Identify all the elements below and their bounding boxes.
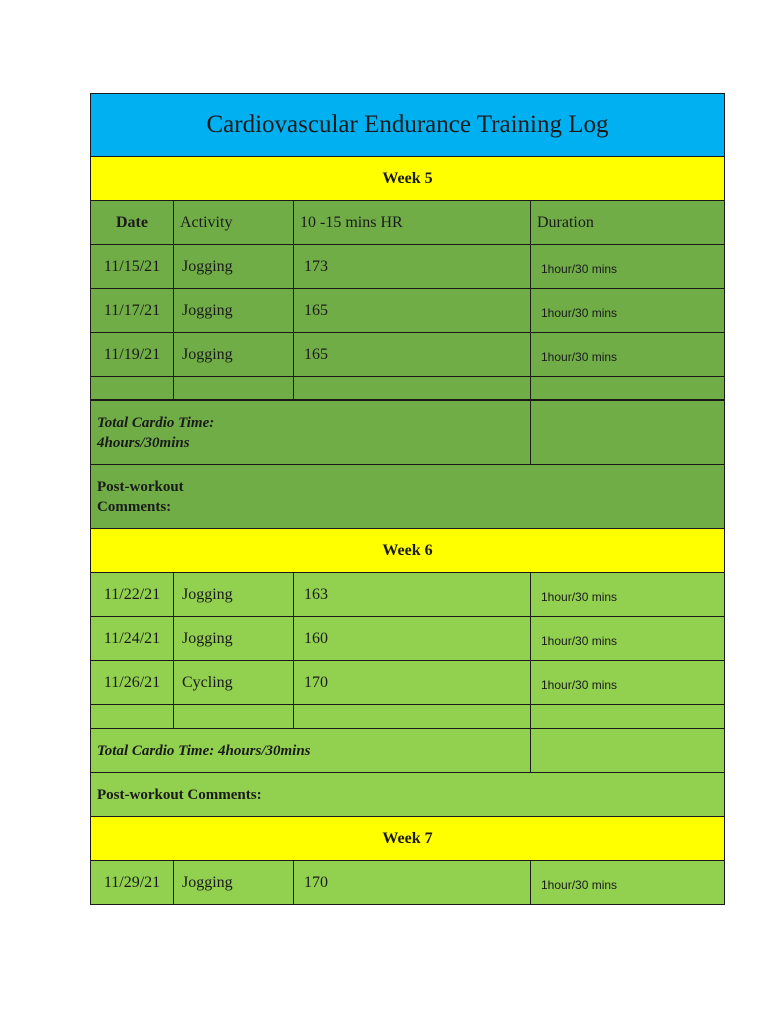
hr-cell: 170	[294, 661, 531, 704]
post-workout-comments	[91, 773, 724, 816]
hr-cell: 165	[294, 289, 531, 332]
total-cardio-text: Total Cardio Time: 4hours/30mins	[97, 742, 311, 759]
table-row	[91, 573, 724, 617]
date-cell: 11/26/21	[91, 661, 174, 704]
log-title: Cardiovascular Endurance Training Log	[91, 94, 724, 157]
total-cardio-text: Total Cardio Time: 4hours/30mins	[97, 414, 215, 451]
total-row	[91, 729, 724, 773]
table-row	[91, 661, 724, 705]
hr-cell: 165	[294, 333, 531, 376]
empty-cell	[294, 377, 531, 399]
header-activity: Activity	[174, 201, 294, 244]
date-cell: 11/29/21	[91, 861, 174, 904]
duration-cell: 1hour/30 mins	[541, 877, 618, 892]
activity-cell: Jogging	[174, 289, 294, 332]
activity-cell: Jogging	[174, 573, 294, 616]
empty-row	[91, 377, 724, 401]
empty-cell	[174, 377, 294, 399]
date-cell: 11/17/21	[91, 289, 174, 332]
empty-cell	[174, 705, 294, 728]
empty-row	[91, 705, 724, 729]
empty-cell	[91, 705, 174, 728]
hr-cell: 170	[294, 861, 531, 904]
header-hr: 10 -15 mins HR	[294, 201, 531, 244]
comments-row	[91, 465, 724, 529]
comments-row	[91, 773, 724, 817]
empty-cell	[531, 729, 724, 772]
column-header-row	[91, 201, 724, 245]
training-log-table	[90, 93, 725, 905]
duration-cell: 1hour/30 mins	[541, 589, 618, 604]
total-cardio-time	[91, 401, 531, 464]
total-row	[91, 401, 724, 465]
empty-cell	[294, 705, 531, 728]
duration-cell: 1hour/30 mins	[541, 633, 618, 648]
table-row	[91, 617, 724, 661]
empty-cell	[91, 377, 174, 399]
hr-cell: 173	[294, 245, 531, 288]
week-header: Week 7	[91, 817, 724, 861]
total-cardio-time	[91, 729, 531, 772]
duration-cell: 1hour/30 mins	[541, 261, 618, 276]
activity-cell: Jogging	[174, 245, 294, 288]
header-duration: Duration	[537, 213, 594, 231]
date-cell: 11/19/21	[91, 333, 174, 376]
activity-cell: Jogging	[174, 861, 294, 904]
date-cell: 11/24/21	[91, 617, 174, 660]
table-row	[91, 861, 724, 905]
comments-label: Post-workout Comments:	[97, 478, 184, 515]
hr-cell: 163	[294, 573, 531, 616]
header-date: Date	[91, 201, 174, 244]
duration-cell: 1hour/30 mins	[541, 305, 618, 320]
date-cell: 11/15/21	[91, 245, 174, 288]
empty-cell	[531, 705, 724, 728]
empty-cell	[531, 401, 724, 464]
empty-cell	[531, 377, 724, 399]
week-header: Week 6	[91, 529, 724, 573]
week-header: Week 5	[91, 157, 724, 201]
table-row	[91, 245, 724, 289]
activity-cell: Jogging	[174, 333, 294, 376]
table-row	[91, 333, 724, 377]
table-row	[91, 289, 724, 333]
activity-cell: Jogging	[174, 617, 294, 660]
activity-cell: Cycling	[174, 661, 294, 704]
date-cell: 11/22/21	[91, 573, 174, 616]
hr-cell: 160	[294, 617, 531, 660]
duration-cell: 1hour/30 mins	[541, 349, 618, 364]
post-workout-comments	[91, 465, 724, 528]
comments-label: Post-workout Comments:	[97, 786, 262, 803]
duration-cell: 1hour/30 mins	[541, 677, 618, 692]
